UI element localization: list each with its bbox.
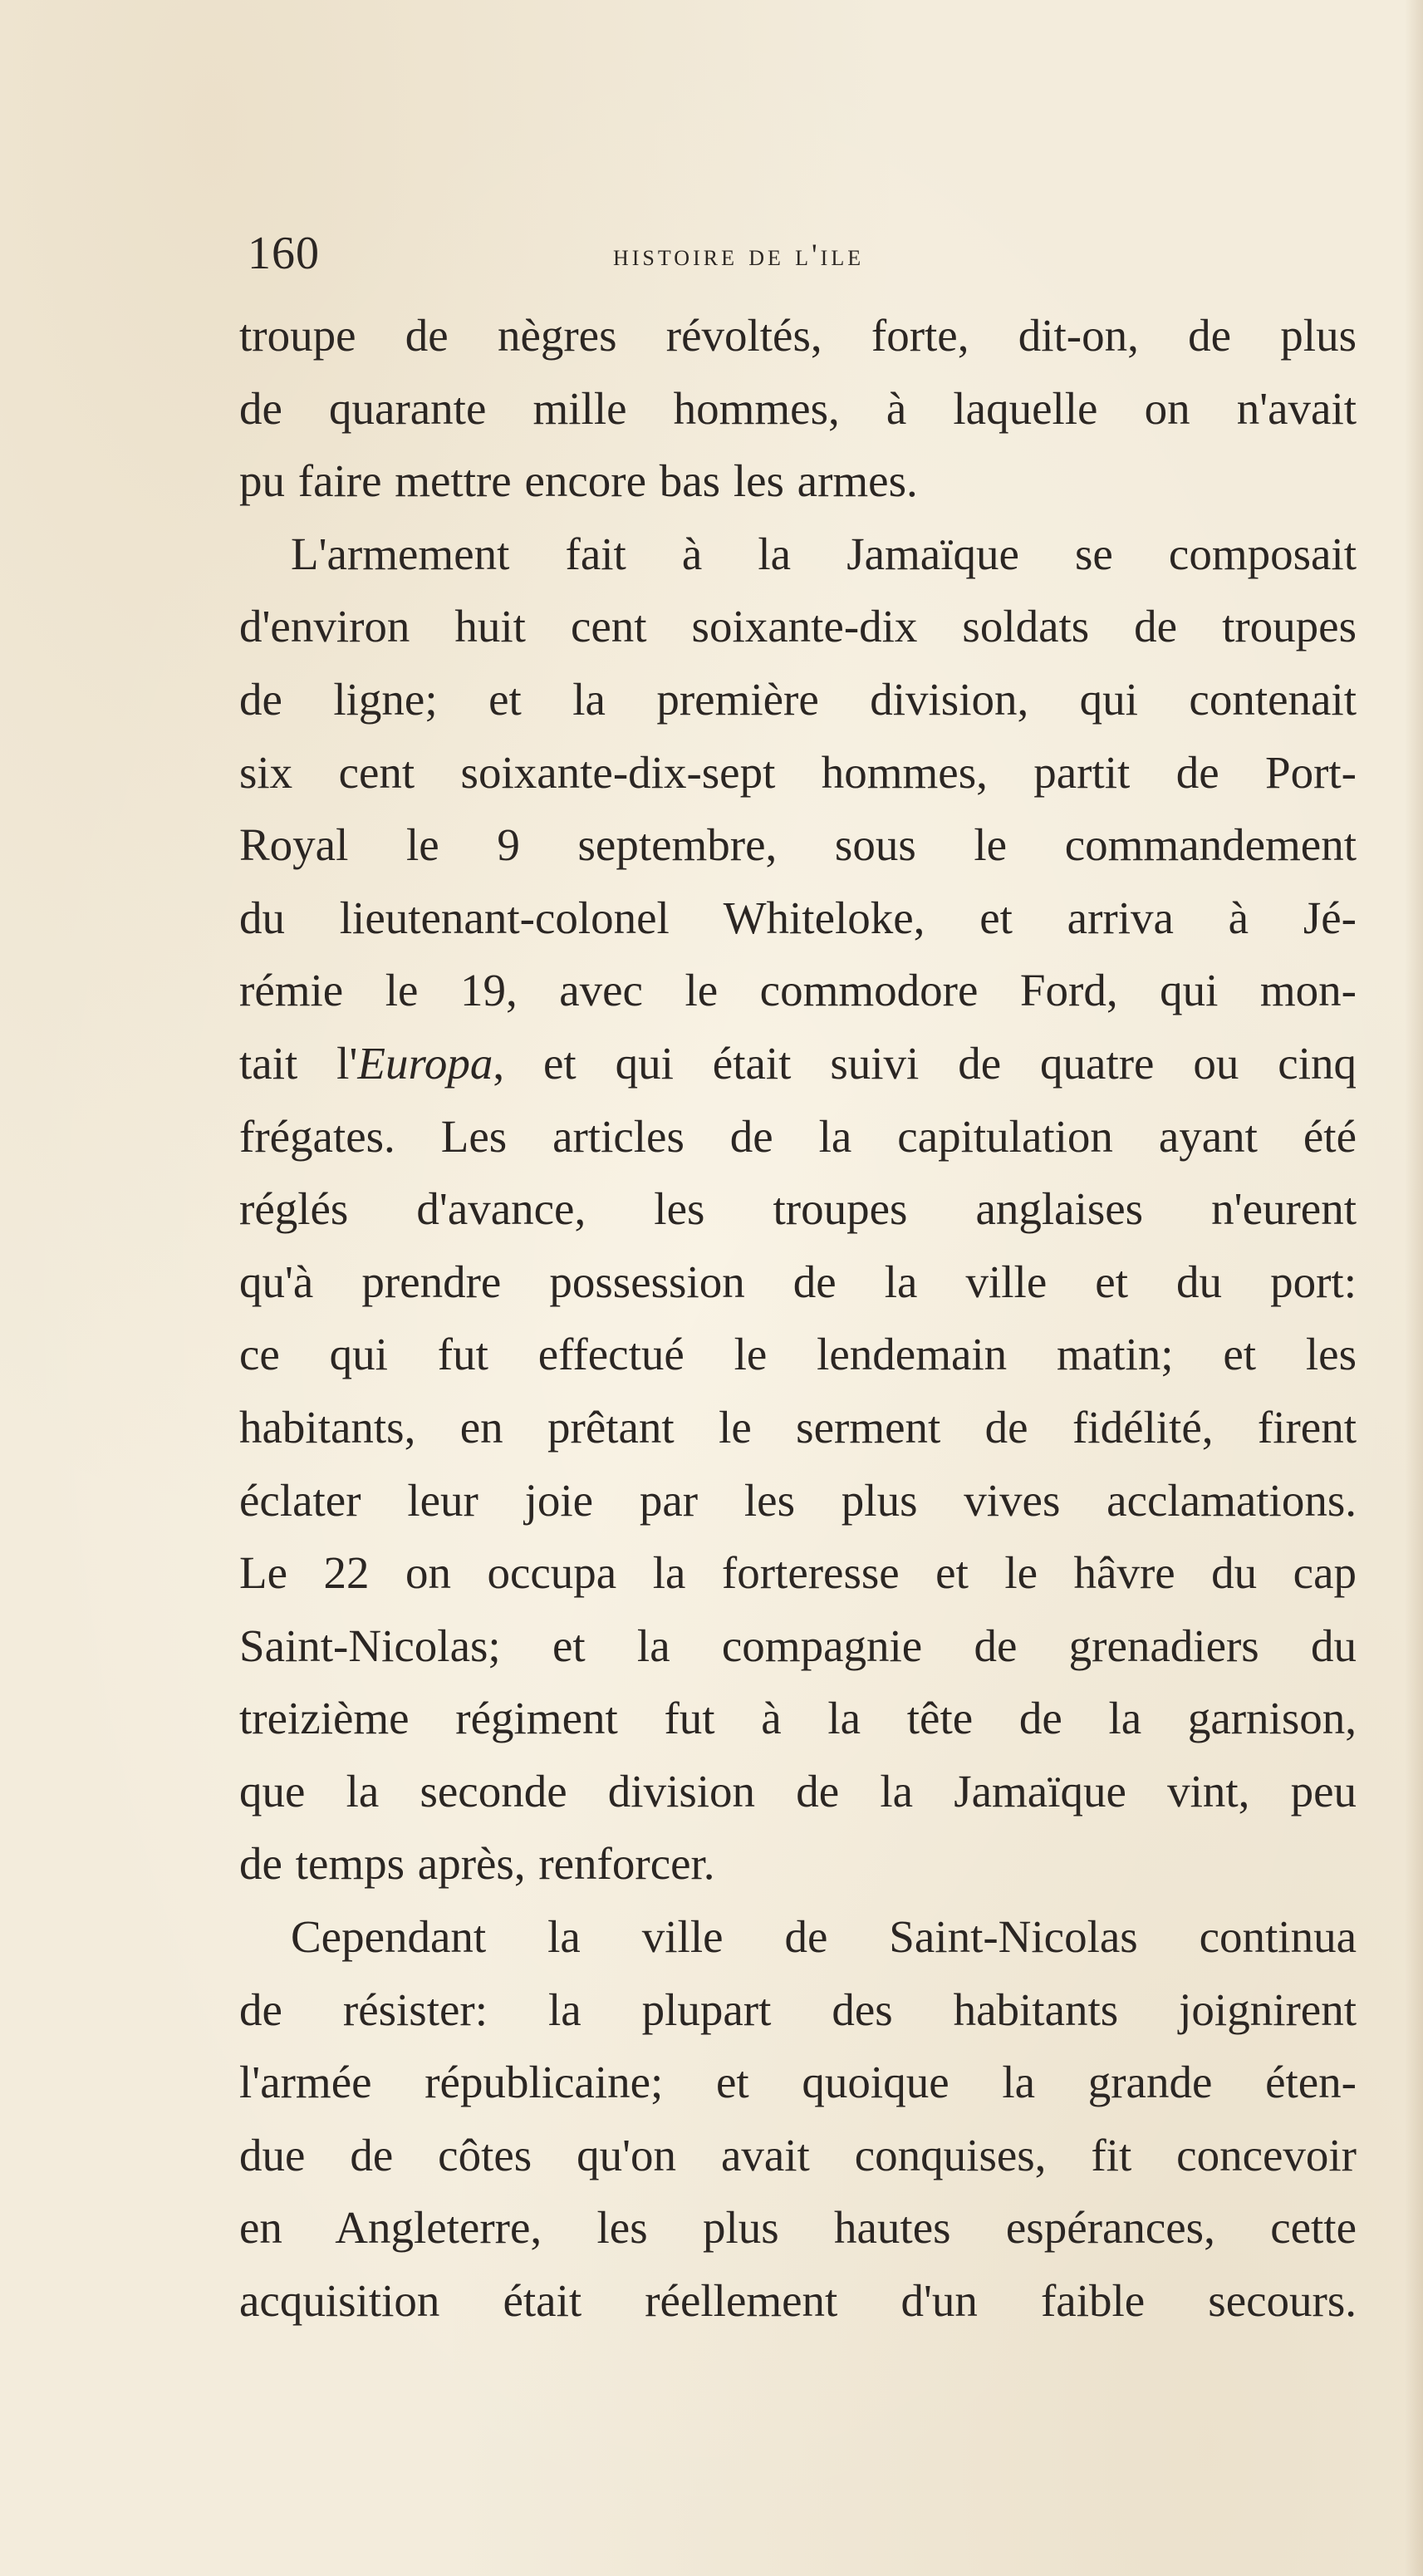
text-fragment: , et qui était suivi de quatre ou cinq — [493, 1037, 1357, 1089]
text-line: pu faire mettre encore bas les armes. — [239, 455, 918, 507]
ship-name-italic: Europa — [357, 1037, 493, 1089]
page-edge-shadow — [1405, 0, 1423, 2576]
text-line: treizième régiment fut à la tête de la garnison, — [239, 1693, 1357, 1744]
text-line: en Angleterre, les plus hautes espérances, cette — [239, 2202, 1357, 2254]
page-number: 160 — [248, 228, 320, 279]
text-line: rémie le 19, avec le commodore Ford, qui mon- — [239, 965, 1357, 1016]
text-line: éclater leur joie par les plus vives acclamations. — [239, 1474, 1357, 1526]
text-line: de ligne; et la première division, qui contenait — [239, 673, 1357, 725]
text-line: troupe de nègres révoltés, forte, dit-on, de plus — [239, 310, 1357, 361]
text-line: que la seconde division de la Jamaïque vint, peu — [239, 1765, 1357, 1816]
text-fragment: tait l' — [239, 1037, 358, 1089]
text-line: réglés d'avance, les troupes anglaises n'eurent — [239, 1183, 1357, 1235]
body-text — [239, 299, 1357, 2338]
text-line: Cependant la ville de Saint-Nicolas continua — [291, 1911, 1357, 1963]
text-line: frégates. Les articles de la capitulation ayant été — [239, 1110, 1357, 1162]
text-line: six cent soixante-dix-sept hommes, partit de Port- — [239, 746, 1357, 798]
text-line: Le 22 on occupa la forteresse et le hâvre du cap — [239, 1547, 1357, 1599]
text-line: habitants, en prêtant le serment de fidélité, firent — [239, 1401, 1357, 1453]
text-line: acquisition était réellement d'un faible secours. — [239, 2275, 1357, 2327]
text-line: de temps après, renforcer. — [239, 1838, 715, 1890]
text-line: de quarante mille hommes, à laquelle on n'avait — [239, 382, 1357, 434]
text-line: Royal le 9 septembre, sous le commandement — [239, 819, 1357, 871]
running-head — [248, 224, 1269, 283]
text-line: du lieutenant-colonel Whiteloke, et arriva à Jé- — [239, 892, 1357, 943]
text-line: due de côtes qu'on avait conquises, fit concevoir — [239, 2129, 1357, 2180]
text-line: l'armée républicaine; et quoique la grande éten- — [239, 2057, 1357, 2108]
text-line: ce qui fut effectué le lendemain matin; et les — [239, 1329, 1357, 1380]
text-line: Saint-Nicolas; et la compagnie de grenadiers du — [239, 1620, 1357, 1671]
running-title: histoire de l'ile — [613, 238, 865, 273]
text-line: de résister: la plupart des habitants joignirent — [239, 1984, 1357, 2035]
text-line: L'armement fait à la Jamaïque se composait — [291, 528, 1357, 579]
text-line — [239, 1027, 1357, 1100]
text-line: d'environ huit cent soixante-dix soldats de troupes — [239, 601, 1357, 652]
text-line: qu'à prendre possession de la ville et du port: — [239, 1256, 1357, 1307]
